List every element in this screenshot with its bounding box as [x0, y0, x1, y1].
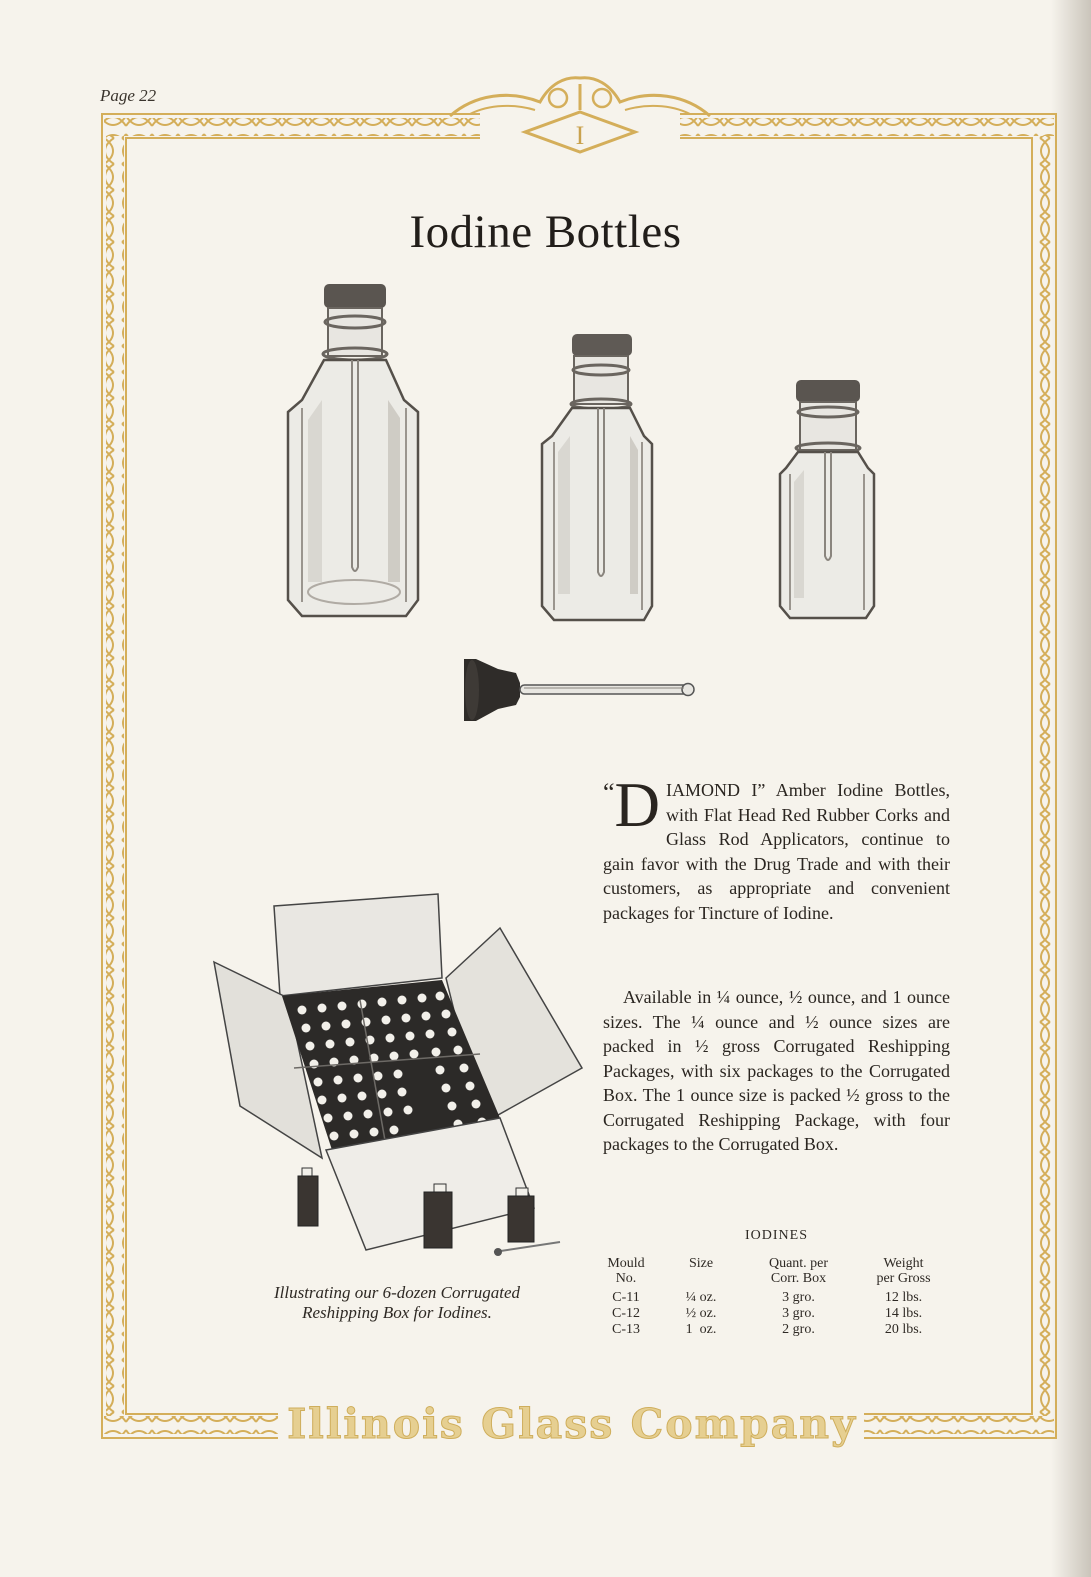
cell-quantity: 3 gro. — [782, 1306, 815, 1321]
cell-weight: 14 lbs. — [884, 1306, 923, 1321]
illustration-caption: Illustrating our 6-dozen Corrugated Reshipping Box for Iodines. — [273, 1283, 521, 1322]
cell-mould: C-12 — [612, 1306, 640, 1321]
table-row — [596, 1306, 956, 1322]
paragraph-2-text: Available in ¼ ounce, ½ ounce, and 1 ounce sizes. The ¼ ounce and ½ ounce sizes are packed in ½ gross Corrugated Reshipping Packages, with six packages to the Corrugated Box. The 1 ounce size is packed ½ gross to the Corrugated Reshipping Package, with four packages to the Corrugated Box. — [603, 987, 950, 1154]
cell-size: ¼ oz. — [685, 1290, 717, 1305]
description-paragraph-2 — [603, 985, 950, 1157]
cell-quantity: 3 gro. — [782, 1290, 815, 1305]
table-row — [596, 1322, 956, 1338]
table-header-row — [596, 1256, 956, 1290]
page-number: Page 22 — [100, 86, 157, 105]
header-quantity: Quant. per Corr. Box — [768, 1256, 829, 1286]
table-title: IODINES — [745, 1228, 808, 1243]
table-row — [596, 1290, 956, 1306]
cell-size: ½ oz. — [685, 1306, 717, 1321]
description-paragraph-1 — [603, 770, 950, 925]
iodines-table — [596, 1256, 956, 1338]
cell-mould: C-13 — [612, 1322, 640, 1337]
header-mould: Mould No. — [607, 1256, 645, 1286]
page-title: Iodine Bottles — [409, 206, 682, 258]
header-weight: Weight per Gross — [876, 1256, 931, 1286]
cell-mould: C-11 — [612, 1290, 640, 1305]
paragraph-1-text: IAMOND I” Amber Iodine Bottles, with Flat Head Red Rubber Corks and Glass Rod Applicators, continue to gain favor with the Drug Trade and with their customers, as appropriate and convenient packages for Tincture of Iodine. — [603, 780, 950, 923]
cell-size: 1 oz. — [685, 1322, 717, 1337]
cell-weight: 20 lbs. — [884, 1322, 923, 1337]
cell-quantity: 2 gro. — [782, 1322, 815, 1337]
cell-weight: 12 lbs. — [884, 1290, 923, 1305]
emblem-letter: I — [575, 121, 585, 150]
glass-rod-applicator-illustration — [458, 655, 698, 725]
corrugated-box-illustration — [210, 888, 586, 1260]
small-bottle-illustration — [776, 378, 880, 623]
diamond-i-emblem — [430, 64, 730, 156]
drop-cap: “D — [603, 770, 661, 840]
header-size: Size — [688, 1256, 714, 1271]
large-bottle-illustration — [282, 282, 422, 622]
medium-bottle-illustration — [536, 332, 656, 624]
company-name-footer: Illinois Glass Company — [287, 1400, 857, 1448]
